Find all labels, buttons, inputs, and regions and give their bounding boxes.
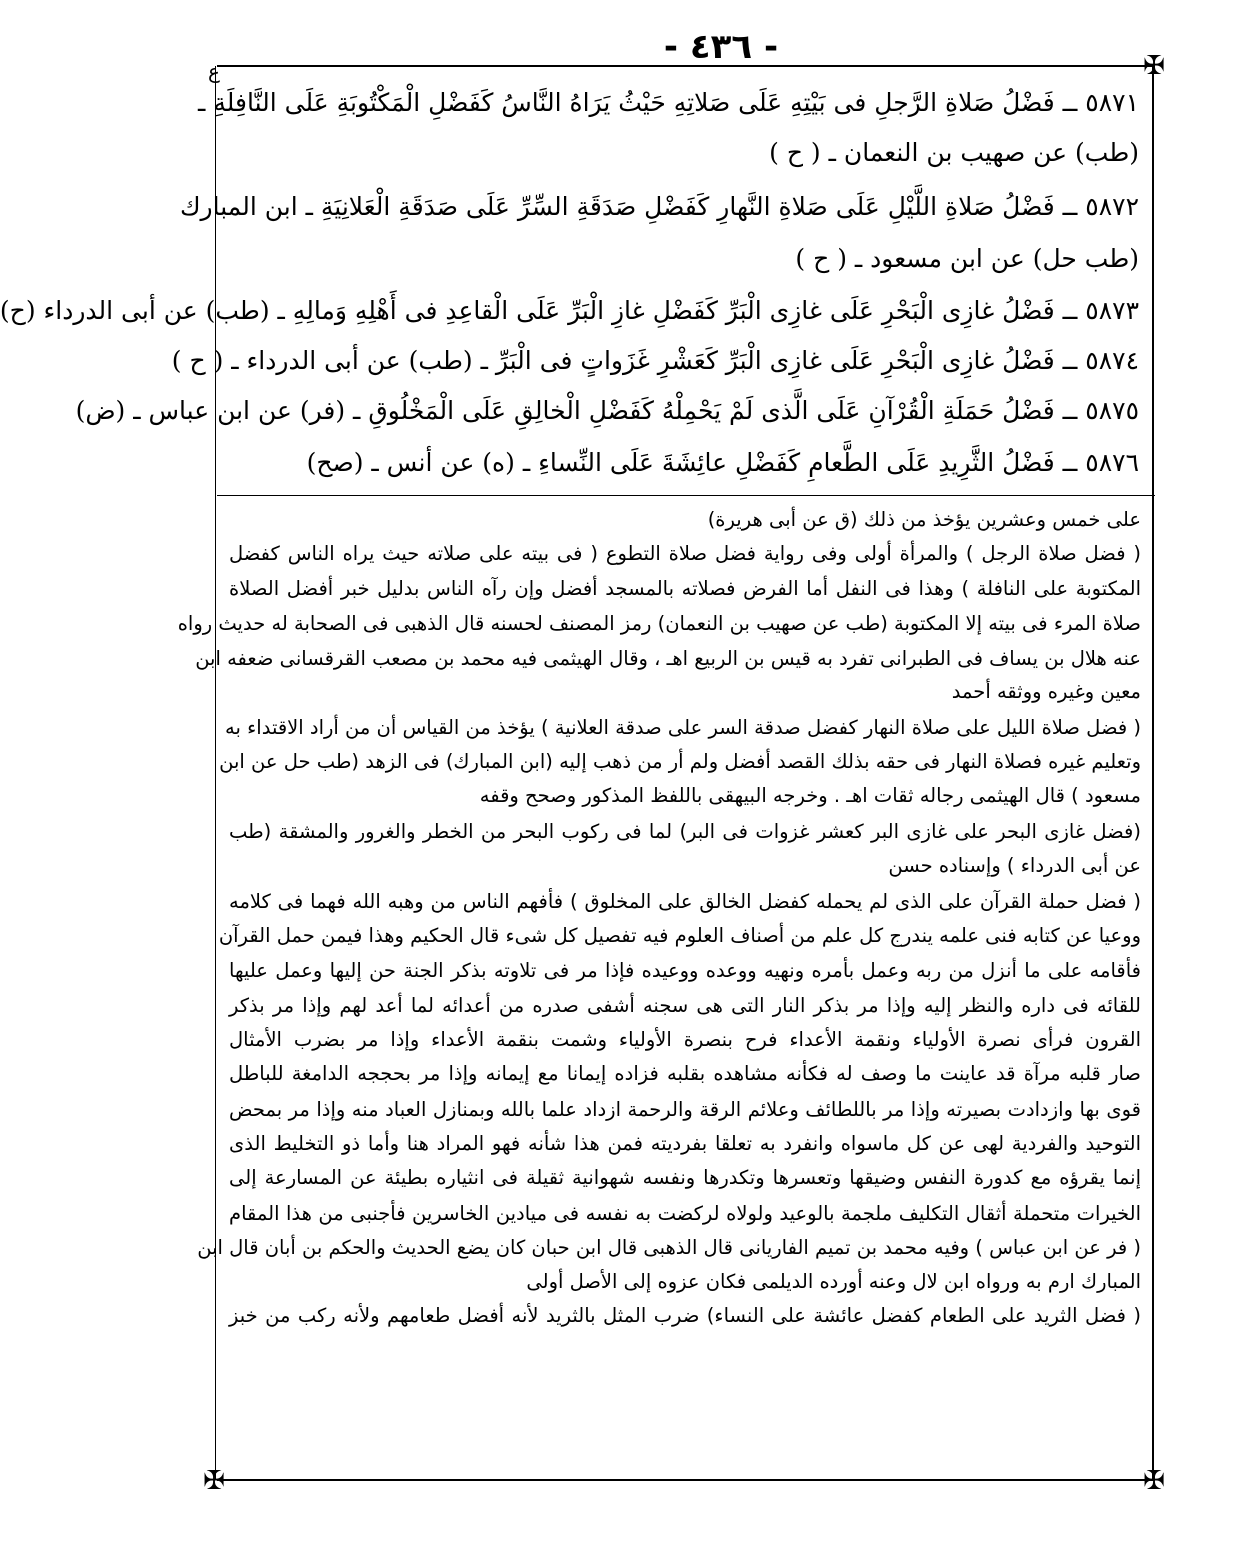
commentary-line: للقائه فى داره والنظر إليه وإذا مر بذكر النار التى هى سجنه أشفى صدره من أعدائه لما أعد لهم وإذا مر بذكر: [229, 994, 1141, 1017]
commentary-line: ( فر عن ابن عباس ) وفيه محمد بن تميم الفاريانى قال الذهبى قال ابن حبان كان يضع الحديث والحكم بن أبان قال ابن: [197, 1236, 1141, 1259]
commentary-line: ( فضل الثريد على الطعام كفضل عائشة على النساء) ضرب المثل بالثريد لأنه أفضل طعامهم ولأنه ركب من خبز: [229, 1304, 1141, 1327]
commentary-line: القرون فرأى نصرة الأولياء ونقمة الأعداء فرح بنصرة الأولياء وشمت بنقمة الأعداء وإذا مر بضرب الأمثال: [229, 1028, 1141, 1051]
hadith-line: ٥٨٧١ ــ فَضْلُ صَلاةِ الرَّجلِ فى بَيْتِهِ عَلَى صَلاتِهِ حَيْثُ يَرَاهُ النَّاسُ كَفَضْلِ الْمَكْتُوبَةِ عَلَى النَّافِلَةِ ـ: [198, 88, 1139, 117]
commentary-line: صلاة المرء فى بيته إلا المكتوبة (طب عن صهيب بن النعمان) رمز المصنف لحسنه قال الذهبى فى الصحابة له حديث رواه: [177, 612, 1141, 635]
corner-ornament-icon: ✠: [203, 1466, 225, 1496]
frame-left-border: [215, 66, 216, 1479]
commentary-line: عنه هلال بن يساف فى الطبرانى تفرد به قيس بن الربيع اهـ ، وقال الهيثمى فيه محمد بن مصعب القرقسانى ضعفه ابن: [195, 647, 1141, 670]
corner-ornament-icon: ✠: [1143, 1466, 1165, 1496]
section-divider: [217, 495, 1155, 496]
commentary-line: فأقامه على ما أنزل من ربه وعمل بأمره ونهيه ووعده ووعيده فإذا مر فى تلاوته بذكر الجنة حن إليها وعمل عليها: [229, 959, 1141, 982]
commentary-line: المبارك ارم به ورواه ابن لال وعنه أورده الديلمى فكان عزوه إلى الأصل أولى: [526, 1270, 1141, 1293]
hadith-line: ٥٨٧٤ ــ فَضْلُ غازِى الْبَحْرِ عَلَى غازِى الْبَرِّ كَعَشْرِ غَزَواتٍ فى الْبَرِّ ـ (طب) عن أبى الدرداء ـ ( ح ): [171, 346, 1139, 375]
frame-right-border: [1152, 66, 1154, 1479]
commentary-line: ( فضل حملة القرآن على الذى لم يحمله كفضل الخالق على المخلوق ) فأفهم الناس من وهبه الله فهما فى كلامه: [229, 890, 1141, 913]
frame-top-border: [217, 65, 1155, 67]
corner-ornament-icon: ✠: [1143, 51, 1165, 81]
hadith-line: (طب حل) عن ابن مسعود ـ ( ح ): [795, 244, 1139, 273]
hadith-section: [0, 78, 1139, 488]
commentary-line: معين وغيره ووثقه أحمد: [951, 680, 1141, 703]
commentary-line: التوحيد والفردية لهى عن كل ماسواه وانفرد به تعلقا بفرديته فمن هذا شأنه فهو المراد هنا وأما ذو التخليط الذى: [229, 1132, 1141, 1155]
commentary-line: على خمس وعشرين يؤخذ من ذلك (ق عن أبى هريرة): [707, 508, 1141, 531]
commentary-line: وتعليم غيره فصلاة النهار فى حقه بذلك القصد أفضل ولم أر من ذهب إليه (ابن المبارك) فى الزهد (طب حل عن ابن: [219, 750, 1141, 773]
commentary-line: ( فضل صلاة الرجل ) والمرأة أولى وفى رواية فضل صلاة التطوع ( فى بيته على صلاته حيث يراه الناس كفضل: [229, 542, 1141, 565]
hadith-line: ٥٨٧٣ ــ فَضْلُ غازِى الْبَحْرِ عَلَى غازِى الْبَرِّ كَفَضْلِ غازِ الْبَرِّ عَلَى الْقاعِدِ فى أَهْلِهِ وَمالِهِ ـ (طب) عن أبى الدرداء (ح): [0, 296, 1139, 325]
commentary-line: (فضل غازى البحر على غازى البر كعشر غزوات فى البر) لما فى ركوب البحر من الخطر والغرور والمشقة (طب: [229, 820, 1141, 843]
commentary-line: ووعيا عن كتابه فنى علمه يندرج كل علم من أصناف العلوم فيه تفصيل كل شىء قال الحكيم وهذا فيمن حمل القرآن: [218, 924, 1141, 947]
commentary-line: المكتوبة على النافلة ) وهذا فى النفل أما الفرض فصلاته بالمسجد أفضل وإن رآه الناس بدليل خبر أفضل الصلاة: [229, 577, 1141, 600]
hadith-line: (طب) عن صهيب بن النعمان ـ ( ح ): [769, 138, 1139, 167]
frame-bottom-border: [217, 1479, 1155, 1481]
commentary-line: الخيرات متحملة أثقال التكليف ملجمة بالوعيد ولولاه لركضت به نفسه فى ميادين الخاسرين فأجنبى من هذا المقام: [229, 1202, 1141, 1225]
commentary-section: [177, 500, 1141, 1470]
commentary-line: إنما يقرؤه مع كدورة النفس وضيقها وتعسرها وتكدرها ونفسه شهوانية ثقيلة فى انثياره بطيئة عن المسارعة إلى: [229, 1166, 1141, 1189]
hadith-line: ٥٨٧٦ ــ فَضْلُ الثَّرِيدِ عَلَى الطَّعامِ كَفَضْلِ عائِشَةَ عَلَى النِّساءِ ـ (ه) عن أنس ـ (صح): [306, 448, 1139, 477]
commentary-line: مسعود ) قال الهيثمى رجاله ثقات اهـ . وخرجه البيهقى باللفظ المذكور وصحح وقفه: [479, 784, 1141, 807]
commentary-line: صار قلبه مرآة قد عاينت ما وصف له فكأنه مشاهده بقلبه فزاده إيمانا مع إيمانه وإذا مر بحججه الدامغة للباطل: [229, 1062, 1141, 1085]
hadith-line: ٥٨٧٥ ــ فَضْلُ حَمَلَةِ الْقُرْآنِ عَلَى الَّذى لَمْ يَحْمِلْهُ كَفَضْلِ الْخالِقِ عَلَى الْمَخْلُوقِ ـ (فر) عن ابن عباس ـ (ض): [75, 396, 1139, 425]
commentary-line: ( فضل صلاة الليل على صلاة النهار كفضل صدقة السر على صدقة العلانية ) يؤخذ من القياس أن من أراد الاقتداء به: [225, 716, 1141, 739]
page-number: - ٤٣٦ -: [663, 27, 779, 67]
bracket-ornament-icon: ع: [208, 59, 220, 83]
hadith-line: ٥٨٧٢ ــ فَضْلُ صَلاةِ اللَّيْلِ عَلَى صَلاةِ النَّهارِ كَفَضْلِ صَدَقَةِ السِّرِّ عَلَى صَدَقَةِ الْعَلانِيَةِ ـ ابن المبارك: [179, 192, 1139, 221]
commentary-line: قوى بها وازدادت بصيرته وإذا مر باللطائف وعلائم الرقة والرحمة ازداد علما بالله وبمنازل العباد منه وإذا مر بمحض: [229, 1098, 1141, 1121]
commentary-line: عن أبى الدرداء ) وإسناده حسن: [888, 854, 1141, 877]
